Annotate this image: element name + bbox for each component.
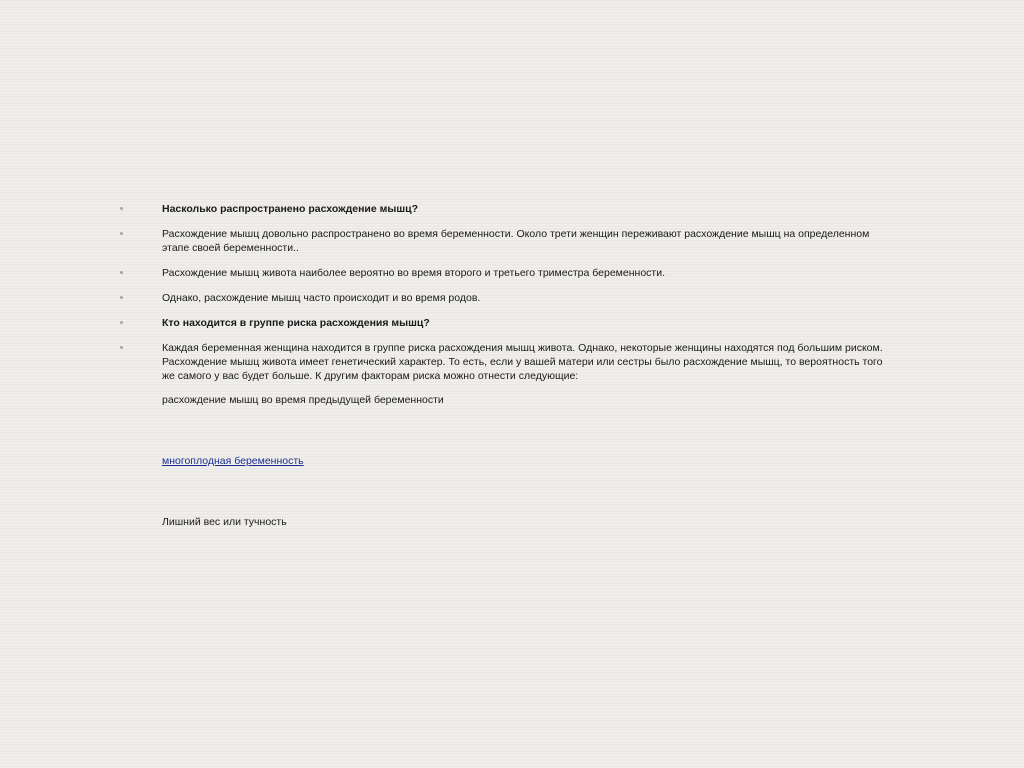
- paragraph-risk-group: [162, 341, 892, 383]
- bullet-icon: [120, 232, 123, 235]
- paragraph-childbirth: [162, 291, 892, 305]
- item-text: Кто находится в группе риска расхождения мышц?: [162, 317, 430, 329]
- multiple-pregnancy-link[interactable]: многоплодная беременность: [162, 455, 304, 467]
- item-text: Расхождение мышц довольно распространено во время беременности. Около трети женщин переживают расхождение мышц на определенном этапе своей беременности..: [162, 228, 870, 254]
- paragraph-trimester: [162, 266, 892, 280]
- item-text: Однако, расхождение мышц часто происходит и во время родов.: [162, 292, 481, 304]
- bullet-icon: [120, 296, 123, 299]
- item-text: Насколько распространено расхождение мышц?: [162, 203, 418, 215]
- bullet-icon: [120, 271, 123, 274]
- question-heading-risk-group: [162, 316, 892, 330]
- item-text: расхождение мышц во время предыдущей беременности: [162, 394, 444, 406]
- bullet-icon: [120, 207, 123, 210]
- risk-factor-previous-pregnancy: [162, 393, 892, 407]
- risk-factor-multiple-pregnancy: [162, 454, 892, 468]
- item-text: Каждая беременная женщина находится в группе риска расхождения мышц живота. Однако, некоторые женщины находятся под большим риском. Расхождение мышц живота имеет генетический характер. То есть, если у вашей матери или сестры было расхождение мышц, то вероятность того же самого у вас будет больше. К другим факторам риска можно отнести следующие:: [162, 342, 883, 382]
- item-text: Расхождение мышц живота наиболее вероятно во время второго и третьего триместра беременности.: [162, 267, 666, 279]
- bullet-icon: [120, 346, 123, 349]
- bullet-icon: [120, 321, 123, 324]
- question-heading-prevalence: [162, 202, 892, 216]
- paragraph-prevalence: [162, 227, 892, 255]
- item-text: Лишний вес или тучность: [162, 516, 287, 528]
- risk-factor-overweight: [162, 515, 892, 529]
